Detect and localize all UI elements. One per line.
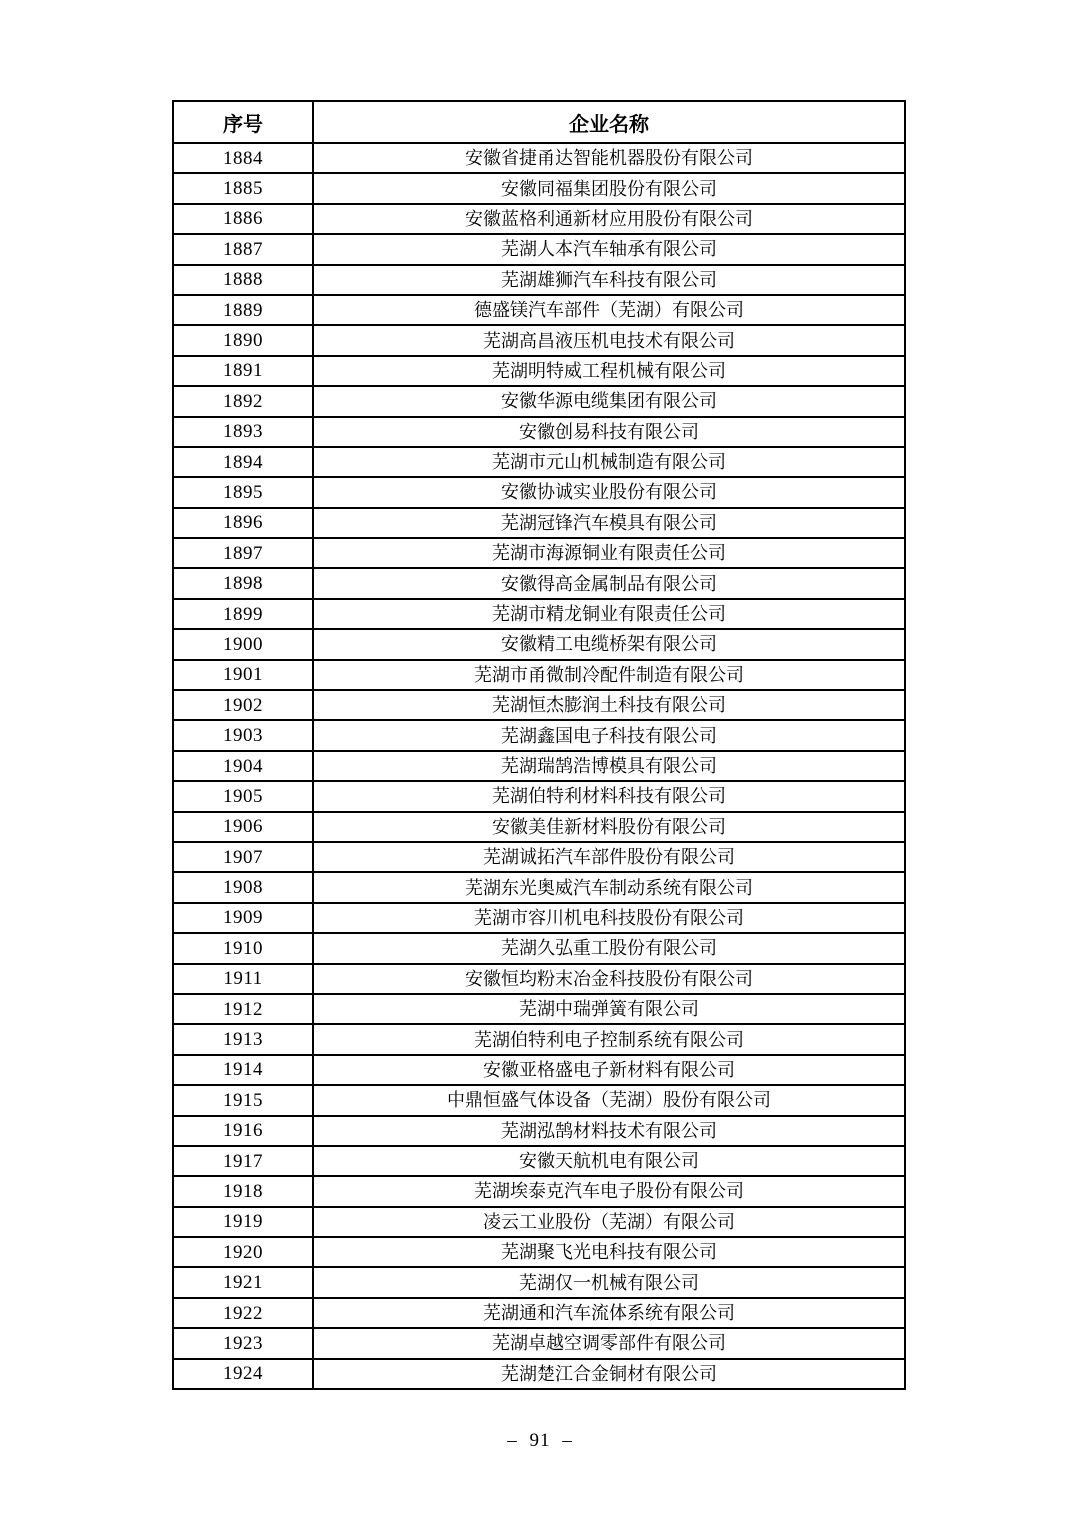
serial-cell: 1903 xyxy=(173,720,313,750)
table-row xyxy=(173,1267,905,1297)
table-row xyxy=(173,994,905,1024)
company-name-cell: 芜湖楚江合金铜材有限公司 xyxy=(313,1359,905,1389)
serial-cell: 1910 xyxy=(173,933,313,963)
serial-cell: 1901 xyxy=(173,660,313,690)
company-name-cell: 安徽天航机电有限公司 xyxy=(313,1146,905,1176)
serial-cell: 1884 xyxy=(173,143,313,173)
table-row xyxy=(173,1359,905,1389)
table-row xyxy=(173,872,905,902)
serial-cell: 1921 xyxy=(173,1267,313,1297)
company-name-cell: 安徽协诚实业股份有限公司 xyxy=(313,477,905,507)
table-row xyxy=(173,265,905,295)
serial-cell: 1912 xyxy=(173,994,313,1024)
table-row xyxy=(173,720,905,750)
serial-cell: 1888 xyxy=(173,265,313,295)
table-row xyxy=(173,903,905,933)
company-name-cell: 芜湖恒杰膨润土科技有限公司 xyxy=(313,690,905,720)
table-row xyxy=(173,1085,905,1115)
serial-cell: 1891 xyxy=(173,356,313,386)
table-row xyxy=(173,842,905,872)
serial-cell: 1904 xyxy=(173,751,313,781)
header-serial-number: 序号 xyxy=(173,101,313,143)
company-name-cell: 芜湖市精龙铜业有限责任公司 xyxy=(313,599,905,629)
company-name-cell: 芜湖鑫国电子科技有限公司 xyxy=(313,720,905,750)
table-row xyxy=(173,1207,905,1237)
company-name-cell: 芜湖通和汽车流体系统有限公司 xyxy=(313,1298,905,1328)
serial-cell: 1923 xyxy=(173,1328,313,1358)
table-row xyxy=(173,325,905,355)
company-name-cell: 安徽精工电缆桥架有限公司 xyxy=(313,629,905,659)
table-row xyxy=(173,660,905,690)
table-row xyxy=(173,751,905,781)
table-row xyxy=(173,812,905,842)
table-row xyxy=(173,1237,905,1267)
company-name-cell: 芜湖中瑞弹簧有限公司 xyxy=(313,994,905,1024)
serial-cell: 1886 xyxy=(173,204,313,234)
table-row xyxy=(173,204,905,234)
table-row xyxy=(173,964,905,994)
table-row xyxy=(173,356,905,386)
serial-cell: 1915 xyxy=(173,1085,313,1115)
serial-cell: 1892 xyxy=(173,386,313,416)
serial-cell: 1919 xyxy=(173,1207,313,1237)
serial-cell: 1911 xyxy=(173,964,313,994)
table-row xyxy=(173,477,905,507)
company-name-cell: 安徽亚格盛电子新材料有限公司 xyxy=(313,1055,905,1085)
serial-cell: 1902 xyxy=(173,690,313,720)
table-row xyxy=(173,447,905,477)
company-name-cell: 安徽创易科技有限公司 xyxy=(313,417,905,447)
serial-cell: 1918 xyxy=(173,1176,313,1206)
table-row xyxy=(173,1146,905,1176)
company-name-cell: 芜湖市容川机电科技股份有限公司 xyxy=(313,903,905,933)
table-row xyxy=(173,508,905,538)
serial-cell: 1899 xyxy=(173,599,313,629)
company-table xyxy=(172,100,906,1390)
serial-cell: 1894 xyxy=(173,447,313,477)
company-name-cell: 芜湖伯特利材料科技有限公司 xyxy=(313,781,905,811)
table-row xyxy=(173,1298,905,1328)
table-row xyxy=(173,1055,905,1085)
company-name-cell: 芜湖雄狮汽车科技有限公司 xyxy=(313,265,905,295)
company-name-cell: 芜湖高昌液压机电技术有限公司 xyxy=(313,325,905,355)
company-name-cell: 芜湖卓越空调零部件有限公司 xyxy=(313,1328,905,1358)
table-row xyxy=(173,690,905,720)
serial-cell: 1896 xyxy=(173,508,313,538)
serial-cell: 1909 xyxy=(173,903,313,933)
table-row xyxy=(173,1328,905,1358)
page-number: – 91 – xyxy=(507,1430,573,1451)
serial-cell: 1908 xyxy=(173,872,313,902)
company-name-cell: 中鼎恒盛气体设备（芜湖）股份有限公司 xyxy=(313,1085,905,1115)
company-name-cell: 安徽美佳新材料股份有限公司 xyxy=(313,812,905,842)
company-name-cell: 芜湖市海源铜业有限责任公司 xyxy=(313,538,905,568)
company-name-cell: 芜湖冠锋汽车模具有限公司 xyxy=(313,508,905,538)
serial-cell: 1900 xyxy=(173,629,313,659)
serial-cell: 1916 xyxy=(173,1116,313,1146)
table-row xyxy=(173,568,905,598)
table-row xyxy=(173,295,905,325)
table-row xyxy=(173,1176,905,1206)
company-name-cell: 芜湖仅一机械有限公司 xyxy=(313,1267,905,1297)
serial-cell: 1914 xyxy=(173,1055,313,1085)
serial-cell: 1905 xyxy=(173,781,313,811)
serial-cell: 1887 xyxy=(173,234,313,264)
company-name-cell: 芜湖市元山机械制造有限公司 xyxy=(313,447,905,477)
table-row xyxy=(173,173,905,203)
table-row xyxy=(173,1116,905,1146)
company-name-cell: 德盛镁汽车部件（芜湖）有限公司 xyxy=(313,295,905,325)
table-row xyxy=(173,538,905,568)
table-body xyxy=(173,143,905,1389)
serial-cell: 1885 xyxy=(173,173,313,203)
header-company-name: 企业名称 xyxy=(313,101,905,143)
company-name-cell: 安徽同福集团股份有限公司 xyxy=(313,173,905,203)
table-row xyxy=(173,1024,905,1054)
company-name-cell: 芜湖久弘重工股份有限公司 xyxy=(313,933,905,963)
company-name-cell: 芜湖诚拓汽车部件股份有限公司 xyxy=(313,842,905,872)
company-name-cell: 芜湖人本汽车轴承有限公司 xyxy=(313,234,905,264)
company-name-cell: 芜湖瑞鹄浩博模具有限公司 xyxy=(313,751,905,781)
company-name-cell: 凌云工业股份（芜湖）有限公司 xyxy=(313,1207,905,1237)
serial-cell: 1913 xyxy=(173,1024,313,1054)
table-header-row xyxy=(173,101,905,143)
table-row xyxy=(173,933,905,963)
company-name-cell: 芜湖聚飞光电科技有限公司 xyxy=(313,1237,905,1267)
serial-cell: 1893 xyxy=(173,417,313,447)
company-name-cell: 芜湖市甬微制冷配件制造有限公司 xyxy=(313,660,905,690)
table-row xyxy=(173,417,905,447)
serial-cell: 1920 xyxy=(173,1237,313,1267)
company-name-cell: 芜湖埃泰克汽车电子股份有限公司 xyxy=(313,1176,905,1206)
serial-cell: 1906 xyxy=(173,812,313,842)
serial-cell: 1898 xyxy=(173,568,313,598)
serial-cell: 1917 xyxy=(173,1146,313,1176)
company-name-cell: 芜湖泓鹄材料技术有限公司 xyxy=(313,1116,905,1146)
serial-cell: 1922 xyxy=(173,1298,313,1328)
serial-cell: 1895 xyxy=(173,477,313,507)
company-name-cell: 芜湖东光奥威汽车制动系统有限公司 xyxy=(313,872,905,902)
table-row xyxy=(173,234,905,264)
serial-cell: 1924 xyxy=(173,1359,313,1389)
company-name-cell: 安徽恒均粉末冶金科技股份有限公司 xyxy=(313,964,905,994)
company-name-cell: 安徽得高金属制品有限公司 xyxy=(313,568,905,598)
company-name-cell: 安徽省捷甬达智能机器股份有限公司 xyxy=(313,143,905,173)
table-row xyxy=(173,386,905,416)
company-name-cell: 芜湖伯特利电子控制系统有限公司 xyxy=(313,1024,905,1054)
company-name-cell: 芜湖明特威工程机械有限公司 xyxy=(313,356,905,386)
company-name-cell: 安徽华源电缆集团有限公司 xyxy=(313,386,905,416)
table-row xyxy=(173,629,905,659)
table-row xyxy=(173,781,905,811)
company-name-cell: 安徽蓝格利通新材应用股份有限公司 xyxy=(313,204,905,234)
table-row xyxy=(173,143,905,173)
table-row xyxy=(173,599,905,629)
serial-cell: 1897 xyxy=(173,538,313,568)
serial-cell: 1889 xyxy=(173,295,313,325)
serial-cell: 1907 xyxy=(173,842,313,872)
serial-cell: 1890 xyxy=(173,325,313,355)
